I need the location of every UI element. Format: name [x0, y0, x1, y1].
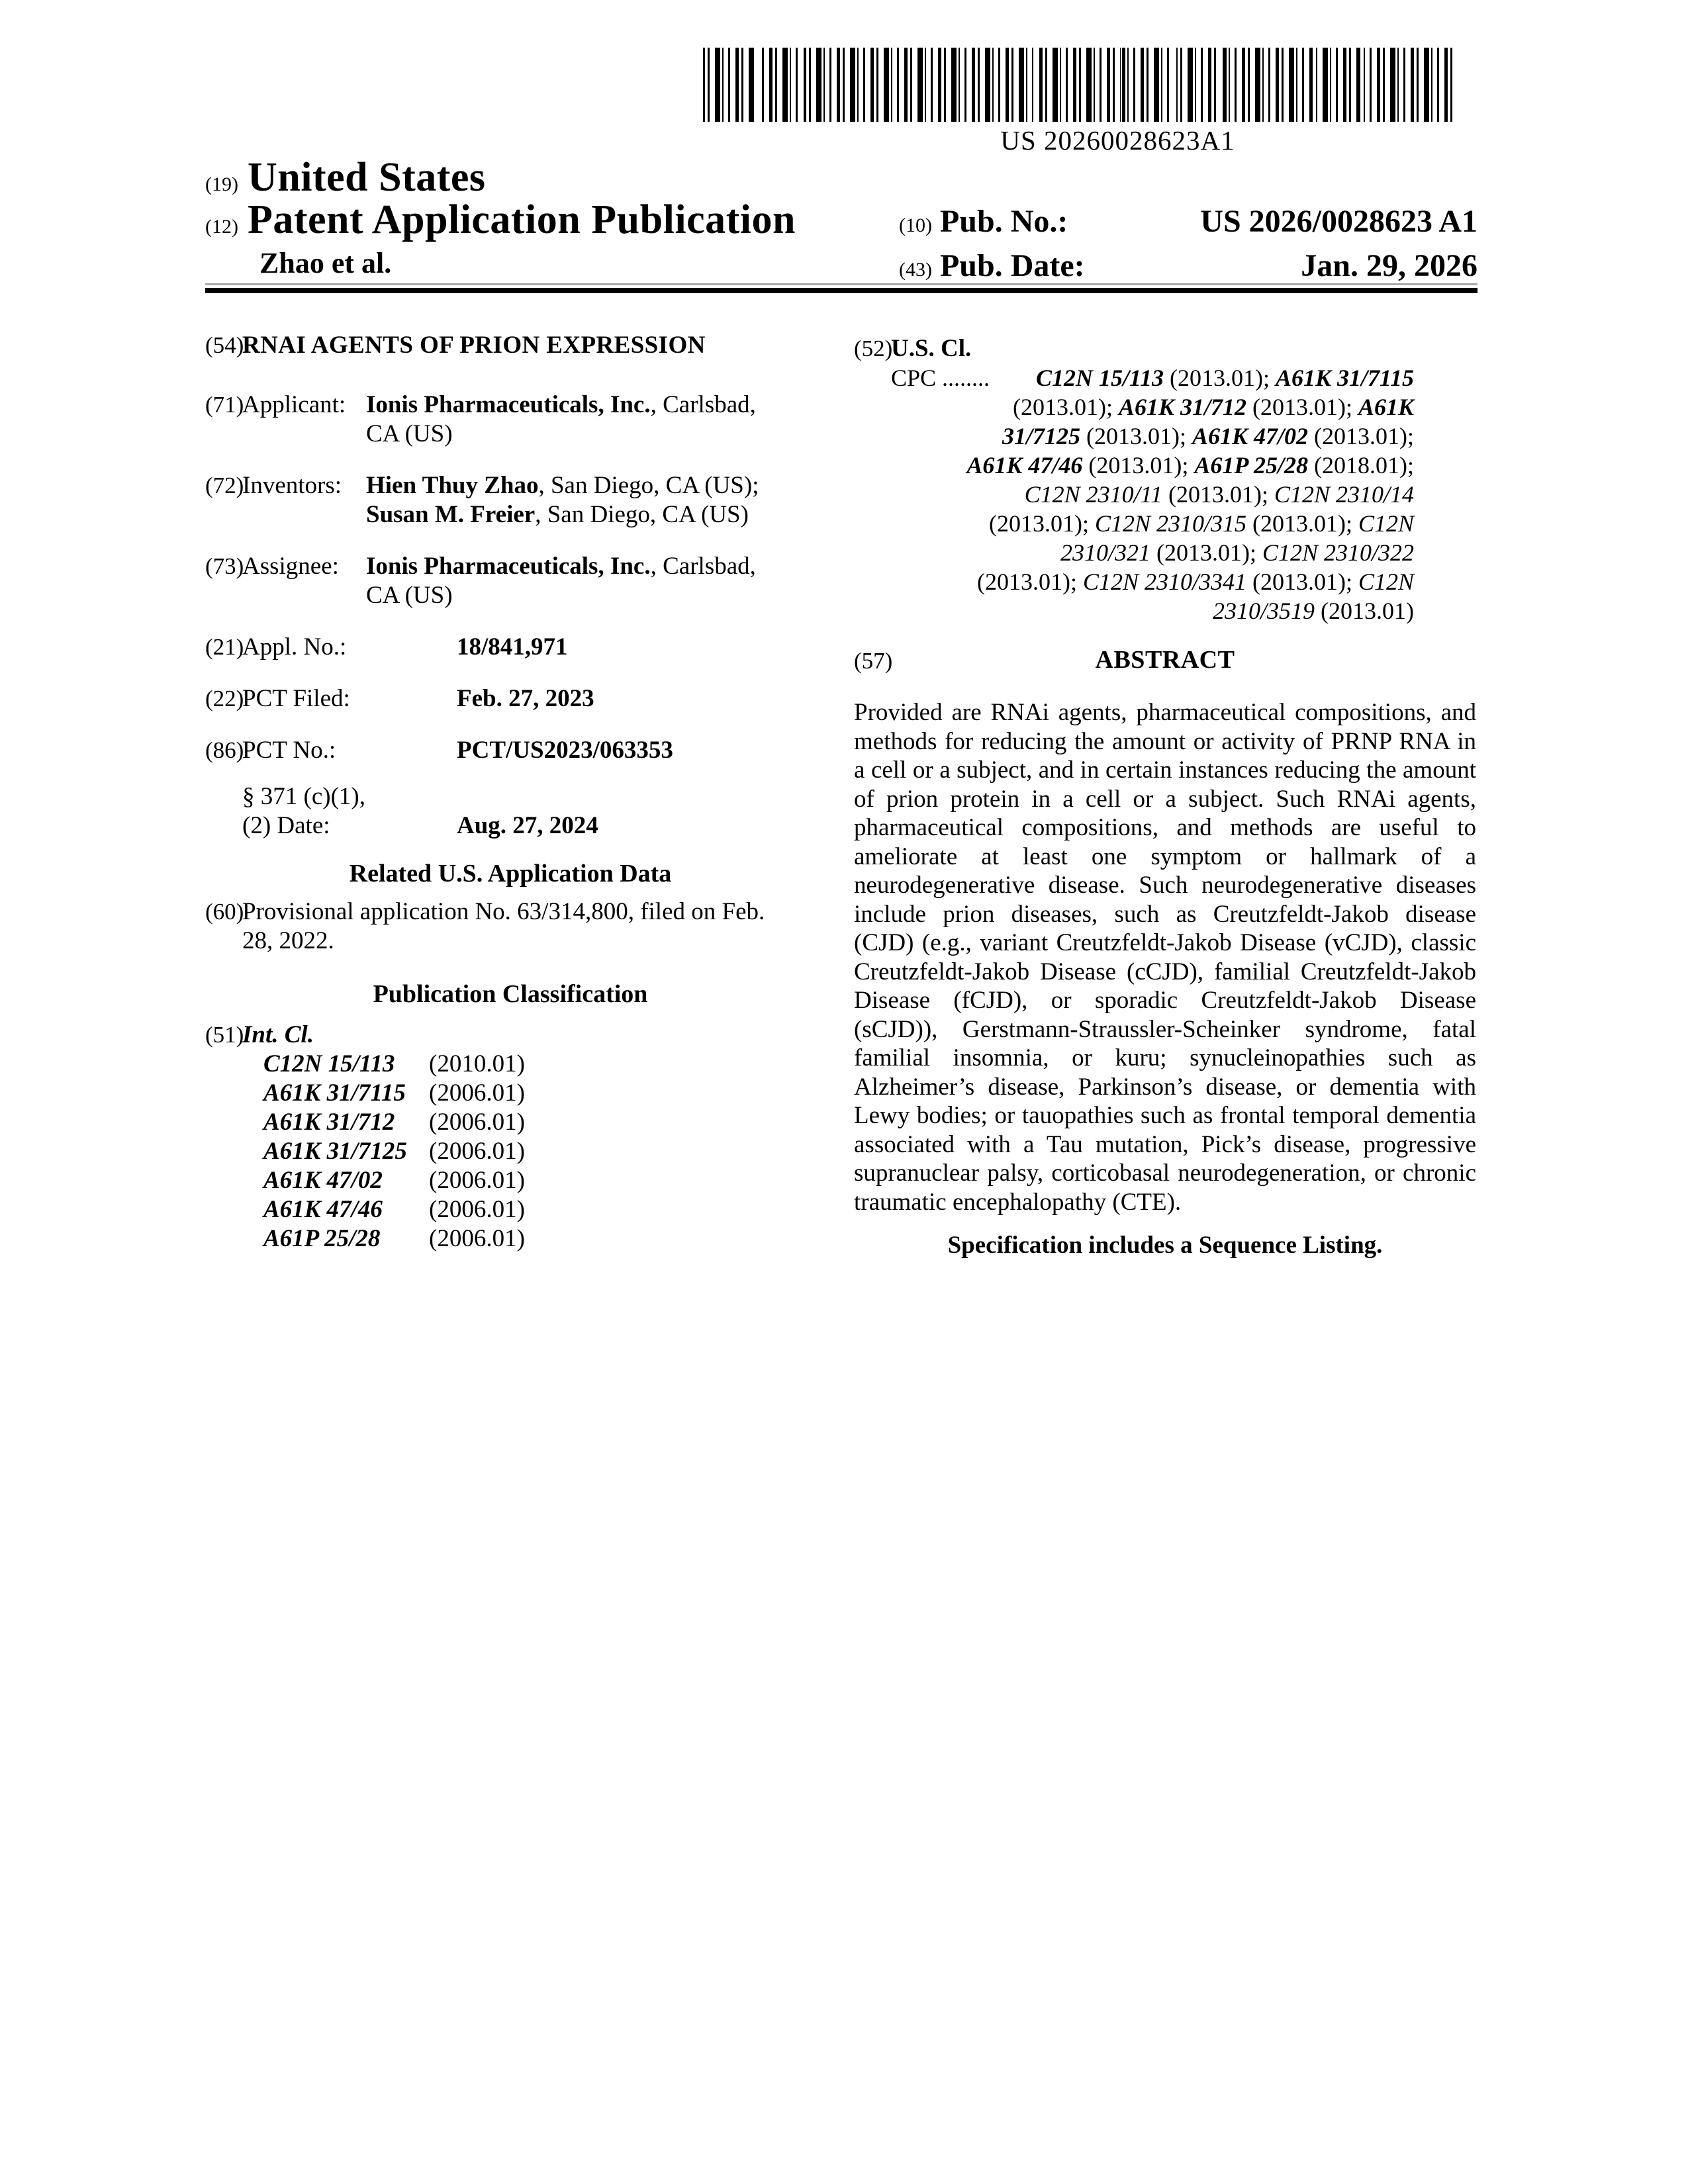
int-cl-table [242, 1050, 816, 1253]
country-line [205, 154, 486, 201]
document-kind: Patent Application Publication [247, 197, 796, 242]
int-cl-row: A61K 31/7125 (2006.01) [263, 1138, 525, 1165]
field-provisional [205, 897, 816, 956]
cpc-classification-block [891, 363, 1414, 625]
barcode [702, 48, 1454, 122]
inid-code-57: (57) [854, 648, 893, 674]
appl-no-label: Appl. No.: [242, 633, 347, 660]
date-371-label: (2) Date: [242, 812, 330, 839]
inid-code-54: (54) [205, 332, 244, 358]
inid-code-86: (86) [205, 737, 244, 763]
field-title [205, 331, 816, 360]
us-cl-label: U.S. Cl. [891, 335, 972, 362]
field-inventors [205, 471, 816, 529]
assignee-value: Ionis Pharmaceuticals, Inc., Carlsbad, CA (US) [366, 553, 756, 609]
cpc-first-line-codes: C12N 15/113 (2013.01); A61K 31/7115 [1035, 365, 1414, 391]
pub-no-label: Pub. No.: [939, 204, 1068, 239]
sequence-listing-note: Specification includes a Sequence Listing. [947, 1232, 1383, 1259]
inid-code-22: (22) [205, 686, 244, 711]
int-cl-row: A61K 47/02 (2006.01) [263, 1167, 525, 1194]
int-cl-row: A61K 31/7115 (2006.01) [263, 1079, 525, 1107]
field-assignee [205, 552, 816, 610]
pub-no-label-group [899, 203, 1068, 240]
pub-date-label-group [899, 248, 1085, 284]
header-divider [205, 283, 1477, 293]
inid-code-51: (51) [205, 1022, 244, 1048]
field-int-cl [205, 1021, 816, 1253]
field-applicant [205, 390, 816, 449]
inventors-label: Inventors: [242, 472, 342, 499]
inid-code-21: (21) [205, 634, 244, 660]
assignee-label: Assignee: [242, 553, 339, 580]
pct-no-value: PCT/US2023/063353 [457, 737, 673, 764]
field-pct-filed [205, 684, 816, 713]
appl-no-value: 18/841,971 [457, 633, 568, 660]
inid-code-71: (71) [205, 392, 244, 418]
pub-date-value: Jan. 29, 2026 [1301, 248, 1477, 283]
pub-date-line [899, 248, 1477, 284]
left-column [205, 331, 816, 1253]
inid-code-52: (52) [854, 336, 893, 361]
pub-no-line [899, 203, 1477, 240]
country-name: United States [247, 155, 486, 200]
abstract-heading: ABSTRACT [1095, 646, 1235, 674]
cpc-continuation-lines: (2013.01); A61K 31/712 (2013.01); A61K 31/7125 (2013.01); A61K 47/02 (2013.01); A61K 47/46 (2013.01); A61P 25/28 (2018.01); C12N 2310/11 (2013.01); C12N 2310/14 (2013.01); C12N 2310/315 (2013.01); C12N 2310/321 (2013.01); C12N 2310/322 (2013.01); C12N 2310/3341 (2013.01); C12N 2310/3519 (2013.01) [966, 394, 1414, 624]
right-column [854, 334, 1476, 1259]
int-cl-row: A61K 31/712 (2006.01) [263, 1109, 525, 1136]
applicant-label: Applicant: [242, 391, 346, 418]
inid-code-43: (43) [899, 259, 932, 281]
cpc-label: CPC ........ [891, 365, 990, 391]
field-us-cl [854, 334, 1476, 363]
inid-code-72: (72) [205, 473, 244, 498]
document-kind-line [205, 197, 796, 244]
inid-code-73: (73) [205, 553, 244, 579]
pct-filed-label: PCT Filed: [242, 685, 350, 712]
cpc-first-line [891, 363, 1414, 392]
abstract-text: Provided are RNAi agents, pharmaceutical compositions, and methods for reducing the amount or activity of PRNP RNA in a cell or a subject, and in certain instances reducing the amount of prion protein in a cell or a subject. Such RNAi agents, pharmaceutical compositions, and methods are useful to ameliorate at least one symptom or hallmark of a neurodegenerative disease. Such neurodegenerative diseases include prion diseases, such as Creutzfeldt-Jakob disease (CJD) (e.g., variant Creutzfeldt-Jakob Disease (vCJD), classic Creutzfeldt-Jakob Disease (cCJD), familial Creutzfeldt-Jakob Disease (fCJD), or sporadic Creutzfeldt-Jakob Disease (sCJD)), Gerstmann-Straussler-Scheinker syndrome, fatal familial insomnia, or kuru; synucleinopathies such as Alzheimer’s disease, Parkinson’s disease, or dementia with Lewy bodies; or tauopathies such as frontal temporal dementia associated with a Tau mutation, Pick’s disease, progressive supranuclear palsy, corticobasal neurodegeneration, or chronic traumatic encephalopathy (CTE). [854, 699, 1476, 1216]
invention-title: RNAI AGENTS OF PRION EXPRESSION [242, 332, 706, 359]
pub-date-label: Pub. Date: [939, 248, 1085, 283]
int-cl-row: C12N 15/113 (2010.01) [263, 1050, 525, 1077]
field-pct-no [205, 736, 816, 841]
pub-no-value: US 2026/0028623 A1 [1200, 204, 1477, 239]
inid-code-19: (19) [205, 173, 238, 195]
inid-code-10: (10) [899, 214, 932, 236]
date-371-value: Aug. 27, 2024 [457, 812, 598, 839]
inventors-value: Hien Thuy Zhao, San Diego, CA (US); Susan M. Freier, San Diego, CA (US) [366, 472, 759, 528]
sec-371-line: § 371 (c)(1), [242, 783, 365, 810]
int-cl-row: A61K 47/46 (2006.01) [263, 1196, 525, 1223]
publication-classification-heading: Publication Classification [373, 980, 648, 1008]
inid-code-60: (60) [205, 899, 244, 925]
pct-filed-value: Feb. 27, 2023 [457, 685, 594, 712]
pct-no-label: PCT No.: [242, 737, 336, 764]
int-cl-row: A61P 25/28 (2006.01) [263, 1225, 525, 1252]
barcode-number: US 20260028623A1 [1000, 125, 1235, 156]
field-appl-no [205, 633, 816, 662]
inid-code-12: (12) [205, 216, 238, 238]
applicant-value: Ionis Pharmaceuticals, Inc., Carlsbad, CA (US) [366, 391, 756, 447]
abstract-heading-row [854, 645, 1476, 674]
inventor-short-line: Zhao et al. [259, 247, 392, 279]
related-data-heading: Related U.S. Application Data [349, 860, 672, 887]
provisional-text: Provisional application No. 63/314,800, filed on Feb. 28, 2022. [242, 898, 765, 954]
int-cl-label: Int. Cl. [242, 1021, 314, 1048]
